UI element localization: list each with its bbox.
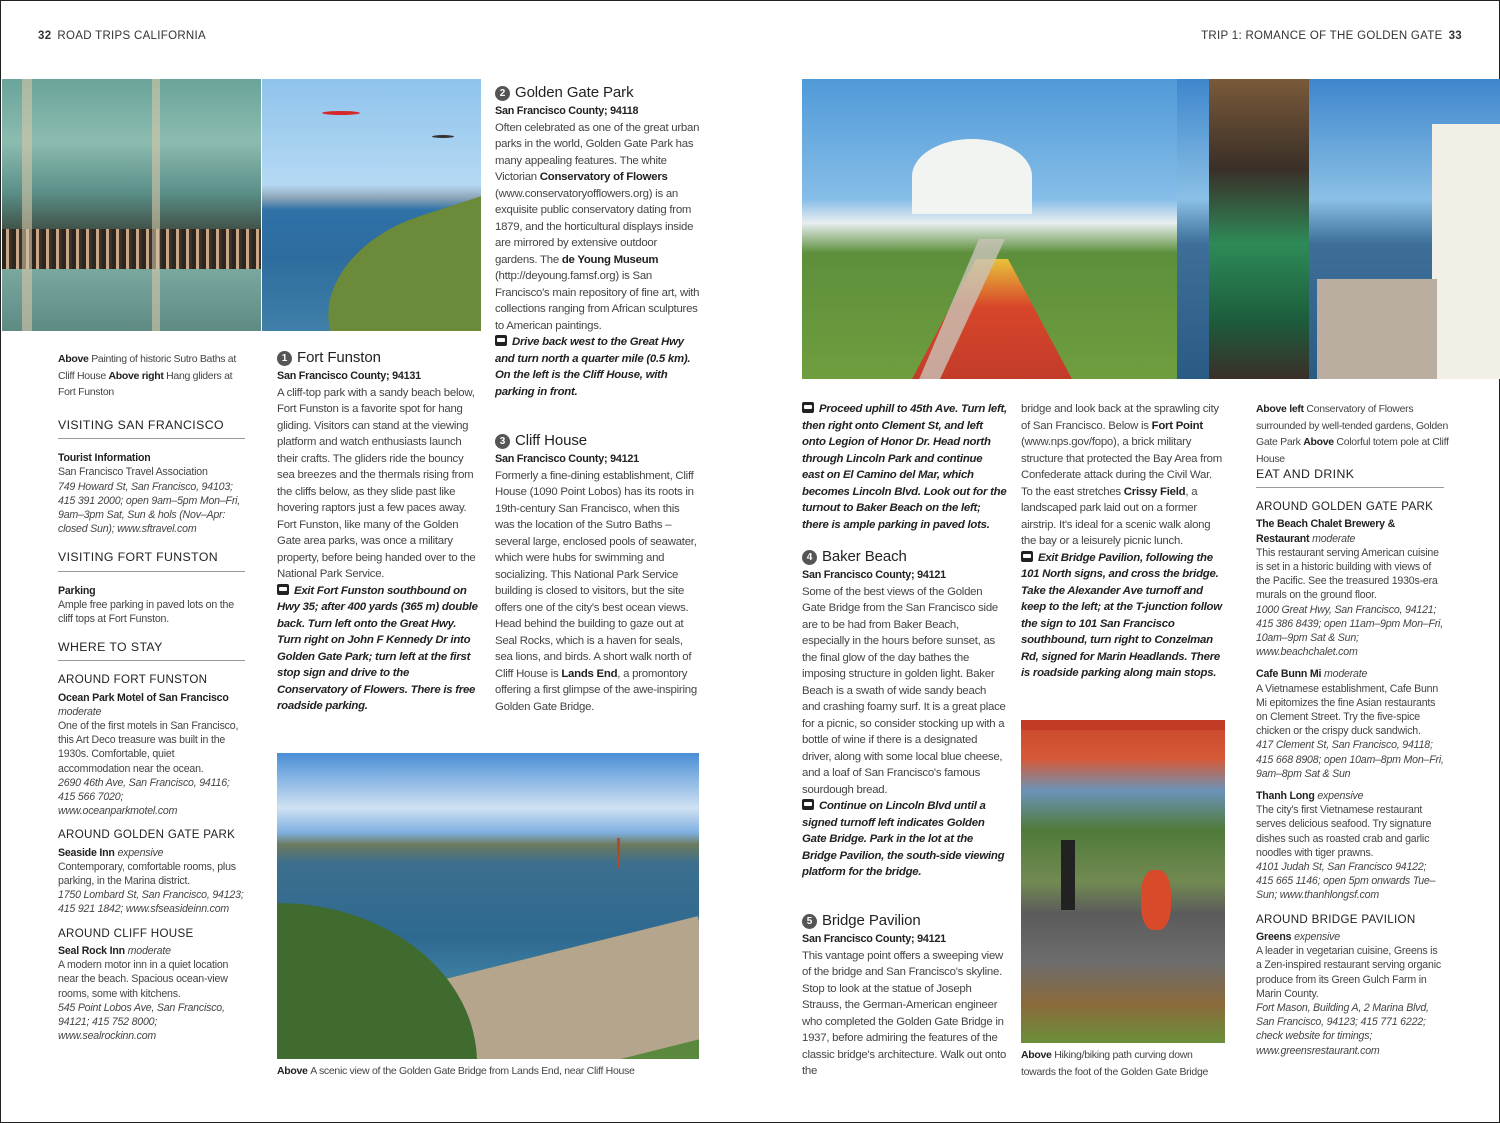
caption-lands-end	[277, 1063, 697, 1080]
stop-body	[802, 948, 1007, 1080]
directions-text: Continue on Lincoln Blvd until a signed turnoff left indicates Golden Gate Bridge. Park in the lot at the Bridge Pavilion, the south-side viewing platform for the bridge.	[802, 800, 1005, 878]
stop-body	[277, 385, 480, 583]
text-run: This vantage point offers a sweeping view of the bridge and San Francisco's skyline. Stop to look at the statue of Joseph Strauss, the German-American engineer who completed the Golden Gate Bridge in 1937, before admiring the features of the classic bridge's architecture. Walk out onto the	[802, 949, 1007, 1077]
entry-name: Parking	[58, 584, 96, 597]
listing-desc: A leader in vegetarian cuisine, Greens is a Zen-inspired restaurant serving organic produce from its Green Gulch Farm in Marin County.	[1256, 945, 1441, 1000]
bold-run: Above	[1303, 436, 1337, 448]
listing-desc: A Vietnamese establishment, Cafe Bunn Mi epitomizes the fine Asian restaurants on Clement Street. Try the five-spice chicken or the crispy duck sandwich.	[1256, 682, 1439, 738]
text-run: A cliff-top park with a sandy beach below, Fort Funston is a favorite spot for hang gliding. Visitors can stand at the viewing platform and watch enthusiasts launch their crafts. The gliders ride the bouncy sea breezes and the thermals rising from the cliffs below, as they slide past like hovering raptors just a few paces away. Fort Funston, like many of the Golden Gate area parks, was once a military property, before being handed over to the National Park Service.	[277, 386, 476, 580]
listing-info: 2690 46th Ave, San Francisco, 94116; 415 566 7020; www.oceanparkmotel.com	[58, 776, 230, 818]
driving-directions	[277, 583, 480, 715]
stop-county: San Francisco County; 94121	[802, 569, 946, 581]
stop-2	[495, 83, 700, 400]
italic-run: (www.conservatoryofflowers.org)	[495, 187, 653, 200]
text-run: Colorful totem pole at Cliff House	[1256, 436, 1449, 465]
car-icon	[1021, 551, 1033, 562]
listing-desc: This restaurant serving American cuisine is set in a historic building with views of the Pacific. See the treasured 1930s-era murals on the ground floor.	[1256, 546, 1439, 602]
text-run: Hang gliders at Fort Funston	[58, 369, 233, 398]
directions-text: Exit Fort Funston southbound on Hwy 35; after 400 yards (365 m) double back. Turn left onto the Great Hwy. Turn right on John F Kennedy Dr into Golden Gate Park; turn left at the first stop sign and drive to the Conservatory of Flowers. There is free roadside parking.	[277, 584, 478, 712]
bike-path-photo	[1021, 720, 1225, 1043]
text-run: bridge and look back at the sprawling city of San Francisco. Below is	[1021, 403, 1219, 432]
listing-name: Cafe Bunn Mi	[1256, 668, 1322, 681]
driving-directions	[1021, 550, 1226, 682]
text-run: is San Francisco's main repository of fine art, with collections ranging from African sculptures to American paintings.	[495, 270, 700, 332]
listing-name: Thanh Long	[1256, 790, 1315, 803]
price-band: moderate	[1324, 668, 1368, 681]
stop-heading	[495, 431, 700, 451]
listing-name: The Beach Chalet Brewery & Restaurant	[1256, 518, 1396, 545]
listing	[1256, 913, 1444, 1058]
text-run: Formerly a fine-dining establishment, Cliff House	[495, 469, 694, 498]
entry-desc: San Francisco Travel Association	[58, 466, 208, 479]
stop-body	[495, 468, 700, 716]
listing-name: Ocean Park Motel of San Francisco	[58, 691, 229, 704]
directions-text: Proceed uphill to 45th Ave. Turn left, then right onto Clement St, and left onto Legion of Honor Dr. Head north through Lincoln Park and continue east on El Camino del Mar, which becomes Lincoln Blvd. Look out for the turnout to Baker Beach on the left; there is ample parking in paved lots.	[802, 403, 1007, 531]
hang-gliders-photo	[262, 79, 481, 331]
stop-heading	[802, 547, 1007, 567]
stop-3	[495, 431, 700, 715]
section-heading: VISITING FORT FUNSTON	[58, 550, 245, 571]
italic-run: (http://deyoung.famsf.org)	[495, 270, 619, 282]
price-band: moderate	[58, 705, 102, 718]
entry-name: Tourist Information	[58, 452, 151, 465]
italic-run: (www.nps.gov/fopo)	[1021, 436, 1117, 448]
listing-desc: Contemporary, comfortable rooms, plus parking, in the Marina district.	[58, 860, 236, 888]
listing	[58, 927, 245, 1044]
caption-left-top	[58, 351, 238, 401]
stop-title: Golden Gate Park	[515, 84, 634, 101]
listing-name: Seal Rock Inn	[58, 944, 125, 957]
bold-run: Lands End	[561, 667, 618, 680]
bold-run: Above	[277, 1065, 311, 1077]
stop-county: San Francisco County; 94131	[277, 370, 421, 382]
running-head: ROAD TRIPS CALIFORNIA	[57, 30, 206, 42]
stop-5	[802, 911, 1007, 1083]
stop-body-continued	[1021, 401, 1226, 550]
bold-run: Fort Point	[1151, 419, 1203, 432]
stop-number-badge: 2	[495, 86, 510, 101]
listing	[58, 828, 245, 916]
section-heading: EAT AND DRINK	[1256, 467, 1444, 488]
text-run: , a landscaped park laid out on a former airstrip. It's ideal for a scenic walk along the bay or a leisurely picnic lunch.	[1021, 485, 1211, 547]
stop-body	[802, 584, 1007, 799]
bold-run: Above right	[108, 369, 167, 382]
car-icon	[495, 335, 507, 346]
listing-info: 417 Clement St, San Francisco, 94118; 415 668 8908; open 10am–8pm Mon–Fri, 9am–8pm Sat & Sun	[1256, 739, 1444, 780]
listing-desc: One of the first motels in San Francisco, this Art Deco treasure was built in the 1930s. Comfortable, quiet accommodation near the ocean.	[58, 720, 239, 775]
listing	[1256, 659, 1444, 781]
listing	[1256, 500, 1444, 659]
price-band: expensive	[1294, 930, 1340, 943]
directions-text: Exit Bridge Pavilion, following the 101 North signs, and cross the bridge. Take the Alexander Ave turnoff and keep to the left; at the T-junction follow the sign to 101 San Francisco southbound, turn right to Conzelman Rd, signed for Marin Headlands. There is roadside parking along main stops.	[1021, 551, 1222, 679]
text-run: Some of the best views of the Golden Gate Bridge from the San Francisco side are to be had from Baker Beach, especially in the hours before sunset, as the final glow of the day bathes the imposing structure in golden light. Baker Beach is a swath of wide sandy beach and crashing foamy surf. It is a great place for a picnic, so consider stocking up with a bottle of wine if there is a designated driver, along with some local blue cheese, and a loaf of San Francisco's famous sourdough bread.	[802, 585, 1006, 796]
text-run: Often celebrated as one of the great urban parks in the world, Golden Gate Park has many appealing features. The white Victorian	[495, 121, 700, 183]
text-run: Conservatory of Flowers surrounded by well-tended gardens, Golden Gate Park	[1256, 403, 1448, 448]
stop-county: San Francisco County; 94118	[495, 105, 639, 117]
bold-run: Above	[58, 353, 92, 365]
stop-number-badge: 3	[495, 434, 510, 449]
listing-info: 545 Point Lobos Ave, San Francisco, 94121; 415 752 8000; www.sealrockinn.com	[58, 1001, 225, 1043]
listing-name: Greens	[1256, 930, 1292, 943]
stop-4	[802, 547, 1007, 881]
stop-title: Cliff House	[515, 432, 587, 449]
stop-heading	[277, 348, 480, 368]
left-folio	[38, 30, 206, 42]
italic-run: (1090 Point Lobos)	[529, 486, 622, 498]
entry-info: 749 Howard St, San Francisco, 94103; 415 391 2000; open 9am–5pm Mon–Fri, 9am–3pm Sat, Sun & hols (Nov–Apr: closed Sun); www.sftravel.com	[58, 480, 241, 536]
price-band: moderate	[127, 944, 171, 957]
price-band: expensive	[1317, 790, 1364, 803]
text-run: Painting of historic Sutro Baths at Cliff House	[58, 353, 236, 382]
directions-text: Drive back west to the Great Hwy and turn north a quarter mile (0.5 km). On the left is the Cliff House, with parking in front.	[495, 336, 691, 398]
area-heading: AROUND CLIFF HOUSE	[58, 926, 194, 940]
sutro-baths-painting	[2, 79, 261, 331]
driving-directions	[802, 401, 1007, 533]
listing-desc: A modern motor inn in a quiet location near the beach. Spacious ocean-view rooms, some with kitchens.	[58, 959, 229, 1000]
totem-pole-photo	[1177, 79, 1500, 379]
car-icon	[802, 799, 814, 810]
stop-number-badge: 5	[802, 914, 817, 929]
car-icon	[802, 402, 814, 413]
driving-directions	[495, 334, 700, 400]
bold-run: de Young Museum	[561, 253, 659, 266]
text-run: has its roots in 19th-century San Francisco, when this was the location of the Sutro Baths – several large, enclosed pools of seawater, which were hubs for swimming and socializing. This National Park Service building is closed to visitors, but the site offers one of the city's best ocean views. Head behind the building to gaze out at Seal Rocks, which is a haven for seals, sea lions, and birds. A short walk north of Cliff House is	[495, 486, 697, 680]
text-run: , a promontory offering a first glimpse of the awe-inspiring Golden Gate Bridge.	[495, 667, 697, 713]
stop-title: Fort Funston	[297, 349, 381, 366]
stop-heading	[495, 83, 700, 103]
page-number: 32	[38, 30, 52, 42]
running-head: TRIP 1: ROMANCE OF THE GOLDEN GATE	[1201, 30, 1443, 42]
caption-bike-path	[1021, 1047, 1225, 1080]
bold-run: Crissy Field	[1123, 485, 1186, 498]
listing	[1256, 781, 1444, 903]
text-run: is an exquisite public conservatory dating from 1879, and the horticultural displays inside are mirrored by extensive outdoor gardens. The	[495, 187, 694, 266]
right-sidebar	[1256, 453, 1444, 1058]
listing-name: Seaside Inn	[58, 846, 115, 859]
driving-directions	[802, 798, 1007, 881]
listing	[58, 673, 245, 818]
stop-body	[495, 120, 700, 335]
listing-desc: The city's first Vietnamese restaurant serves delicious seafood. Try signature dishes such as roasted crab and garlic noodles with tiger prawns.	[1256, 804, 1432, 859]
price-band: expensive	[117, 846, 164, 859]
stop-county: San Francisco County; 94121	[802, 933, 946, 945]
stop-5-continued	[1021, 401, 1226, 682]
stop-title: Baker Beach	[822, 548, 907, 565]
car-icon	[277, 584, 289, 595]
stop-3-directions	[802, 401, 1007, 533]
area-heading: AROUND GOLDEN GATE PARK	[58, 828, 236, 842]
stop-number-badge: 1	[277, 351, 292, 366]
entry-desc: Ample free parking in paved lots on the cliff tops at Fort Funston.	[58, 598, 234, 626]
listing-info: 4101 Judah St, San Francisco 94122; 415 665 1146; open 5pm onwards Tue–Sun; www.thanhlongsf.com	[1256, 861, 1436, 902]
listing-info: 1000 Great Hwy, San Francisco, 94121; 415 386 8439; open 11am–9pm Mon–Fri, 10am–9pm Sat & Sun; www.beachchalet.com	[1256, 603, 1443, 659]
text-run: A scenic view of the Golden Gate Bridge from Lands End, near Cliff House	[310, 1065, 635, 1077]
left-sidebar	[58, 404, 245, 1043]
conservatory-of-flowers-photo	[802, 79, 1177, 379]
stop-1	[277, 348, 480, 715]
text-run: , a brick military structure that protected the Bay Area from Confederate attack during the Civil War. To the east stretches	[1021, 436, 1222, 498]
stop-heading	[802, 911, 1007, 931]
area-heading: AROUND BRIDGE PAVILION	[1256, 912, 1416, 926]
price-band: moderate	[1312, 532, 1356, 545]
stop-county: San Francisco County; 94121	[495, 453, 639, 465]
stop-number-badge: 4	[802, 550, 817, 565]
listing-info: Fort Mason, Building A, 2 Marina Blvd, San Francisco, 94123; 415 771 6222; check website for timings; www.greensrestaurant.com	[1256, 1001, 1429, 1057]
bold-run: Above left	[1256, 403, 1307, 415]
bold-run: Above	[1021, 1049, 1055, 1061]
area-heading: AROUND FORT FUNSTON	[58, 673, 208, 687]
text-run: Hiking/biking path curving down towards the foot of the Golden Gate Bridge	[1021, 1049, 1209, 1078]
right-folio	[1201, 30, 1462, 42]
page-number: 33	[1448, 30, 1462, 42]
stop-title: Bridge Pavilion	[822, 912, 921, 929]
bold-run: Conservatory of Flowers	[539, 171, 668, 183]
golden-gate-from-lands-end-photo	[277, 753, 699, 1059]
area-heading: AROUND GOLDEN GATE PARK	[1256, 500, 1434, 514]
section-heading: VISITING SAN FRANCISCO	[58, 418, 245, 439]
listing-info: 1750 Lombard St, San Francisco, 94123; 415 921 1842; www.sfseasideinn.com	[58, 889, 244, 916]
section-heading: WHERE TO STAY	[58, 640, 245, 661]
